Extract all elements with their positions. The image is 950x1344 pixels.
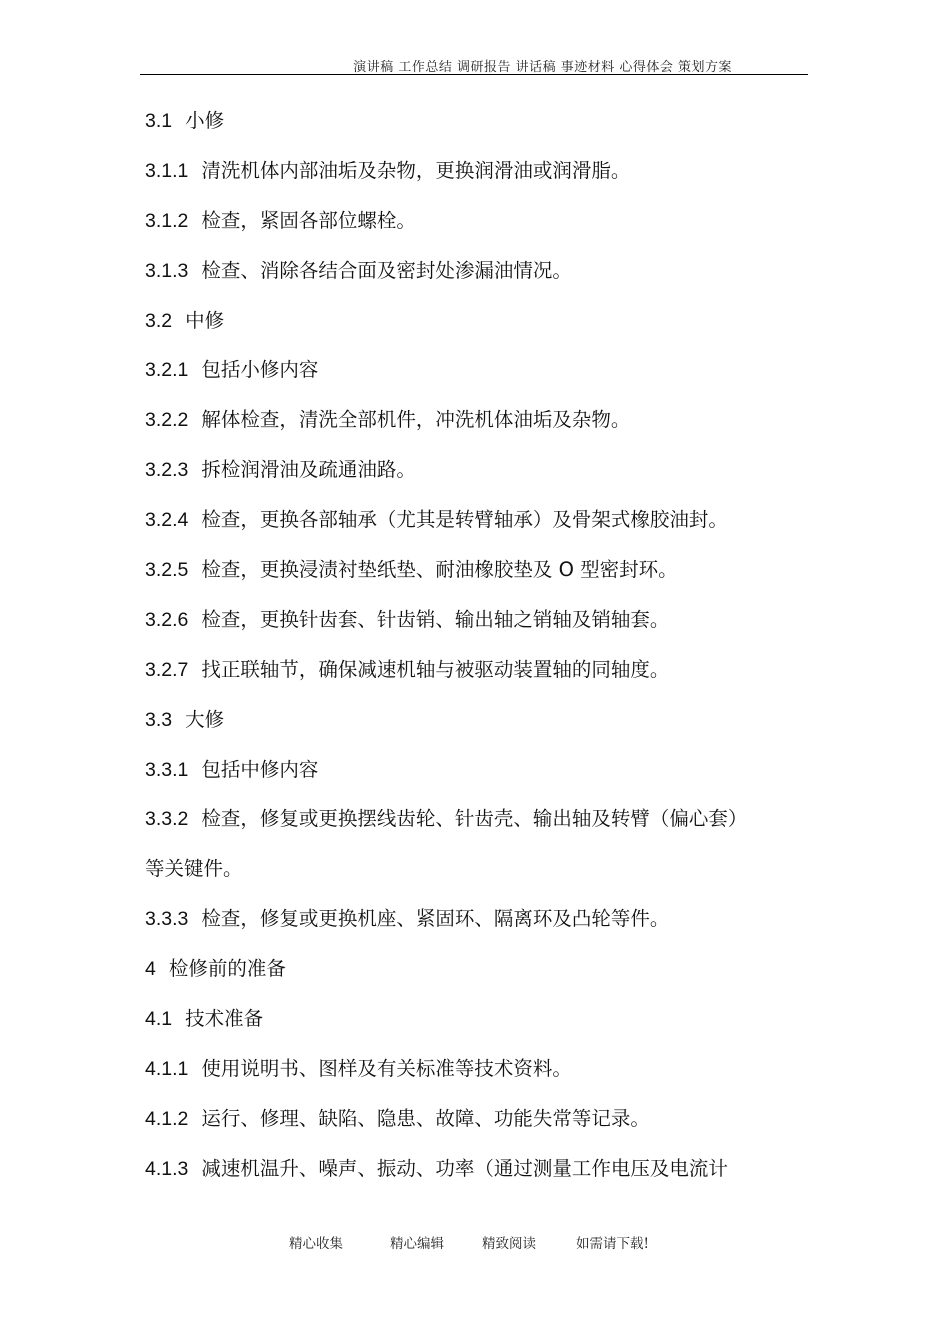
clause-number: 3.3.2 bbox=[145, 808, 189, 831]
clause-number: 3.2.7 bbox=[145, 658, 189, 681]
clause-number: 3.3 bbox=[145, 708, 173, 731]
page-footer bbox=[0, 1232, 950, 1254]
clause-number: 3.2 bbox=[145, 309, 173, 332]
clause-text: 找正联轴节，确保减速机轴与被驱动装置轴的同轴度。 bbox=[201, 657, 670, 681]
clause-line bbox=[145, 96, 815, 146]
clause-line bbox=[145, 1144, 815, 1194]
clause-number: 3.2.3 bbox=[145, 459, 189, 482]
clause-line bbox=[145, 645, 815, 695]
header-text: 演讲稿 工作总结 调研报告 讲话稿 事迹材料 心得体会 策划方案 bbox=[353, 60, 732, 75]
footer-text: 如需请下载! bbox=[576, 1236, 649, 1252]
clause-number: 3.1.3 bbox=[145, 259, 189, 282]
clause-text: 检查、消除各结合面及密封处渗漏油情况。 bbox=[201, 258, 572, 282]
clause-text: 检查，紧固各部位螺栓。 bbox=[201, 208, 416, 232]
clause-number: 3.2.2 bbox=[145, 409, 189, 432]
clause-number: 3.2.6 bbox=[145, 608, 189, 631]
clause-line bbox=[145, 944, 815, 994]
clause-text: 包括小修内容 bbox=[201, 358, 319, 382]
clause-line bbox=[145, 395, 815, 445]
clause-line bbox=[145, 595, 815, 645]
clause-text: 等关键件。 bbox=[145, 857, 243, 881]
clause-line bbox=[145, 894, 815, 944]
clause-continuation-line bbox=[145, 844, 815, 894]
clause-line bbox=[145, 1044, 815, 1094]
clause-line bbox=[145, 994, 815, 1044]
clause-number: 3.1.2 bbox=[145, 209, 189, 232]
clause-number: 4.1 bbox=[145, 1008, 173, 1031]
clause-line bbox=[145, 196, 815, 246]
clause-text: 检查，更换各部轴承（尤其是转臂轴承）及骨架式橡胶油封。 bbox=[201, 508, 728, 532]
clause-number: 3.3.1 bbox=[145, 758, 189, 781]
footer-text: 精心编辑 bbox=[390, 1236, 444, 1252]
clause-text: 拆检润滑油及疏通油路。 bbox=[201, 458, 416, 482]
clause-number: 4.1.3 bbox=[145, 1157, 189, 1180]
clause-number: 3.3.3 bbox=[145, 908, 189, 931]
clause-line bbox=[145, 146, 815, 196]
clause-number: 3.1 bbox=[145, 110, 173, 132]
clause-line bbox=[145, 296, 815, 346]
clause-number: 3.2.1 bbox=[145, 359, 189, 382]
clause-text: 检修前的准备 bbox=[168, 957, 286, 981]
clause-text: 减速机温升、噪声、振动、功率（通过测量工作电压及电流计 bbox=[201, 1156, 728, 1180]
clause-text: 检查，更换浸渍衬垫纸垫、耐油橡胶垫及 O 型密封环。 bbox=[201, 558, 678, 582]
clause-text: 包括中修内容 bbox=[201, 757, 319, 781]
clause-text: 检查，更换针齿套、针齿销、输出轴之销轴及销轴套。 bbox=[201, 607, 670, 631]
clause-line bbox=[145, 345, 815, 395]
clause-number: 3.1.1 bbox=[145, 159, 189, 182]
clause-number: 3.2.5 bbox=[145, 559, 189, 582]
clause-number: 4 bbox=[145, 958, 156, 981]
clause-line bbox=[145, 695, 815, 745]
clause-line bbox=[145, 1094, 815, 1144]
clause-text: 解体检查，清洗全部机件，冲洗机体油垢及杂物。 bbox=[201, 408, 631, 432]
clause-text: 使用说明书、图样及有关标准等技术资料。 bbox=[201, 1056, 572, 1080]
clause-number: 3.2.4 bbox=[145, 509, 189, 532]
clause-text: 中修 bbox=[185, 308, 225, 332]
page-header bbox=[140, 52, 808, 75]
clause-number: 4.1.2 bbox=[145, 1107, 189, 1130]
clause-text: 检查，修复或更换摆线齿轮、针齿壳、输出轴及转臂（偏心套） bbox=[201, 807, 748, 831]
footer-text: 精致阅读 bbox=[482, 1236, 536, 1252]
clause-line bbox=[145, 794, 815, 844]
clause-text: 技术准备 bbox=[185, 1007, 264, 1031]
document-body bbox=[145, 96, 815, 1194]
clause-text: 检查，修复或更换机座、紧固环、隔离环及凸轮等件。 bbox=[201, 907, 670, 931]
clause-text: 小修 bbox=[185, 109, 225, 132]
clause-line bbox=[145, 545, 815, 595]
clause-line bbox=[145, 745, 815, 795]
clause-text: 运行、修理、缺陷、隐患、故障、功能失常等记录。 bbox=[201, 1106, 650, 1130]
clause-text: 清洗机体内部油垢及杂物，更换润滑油或润滑脂。 bbox=[201, 158, 631, 182]
footer-text: 精心收集 bbox=[289, 1236, 343, 1252]
clause-line bbox=[145, 495, 815, 545]
clause-line bbox=[145, 246, 815, 296]
clause-number: 4.1.1 bbox=[145, 1057, 189, 1080]
clause-line bbox=[145, 445, 815, 495]
clause-text: 大修 bbox=[185, 707, 225, 731]
